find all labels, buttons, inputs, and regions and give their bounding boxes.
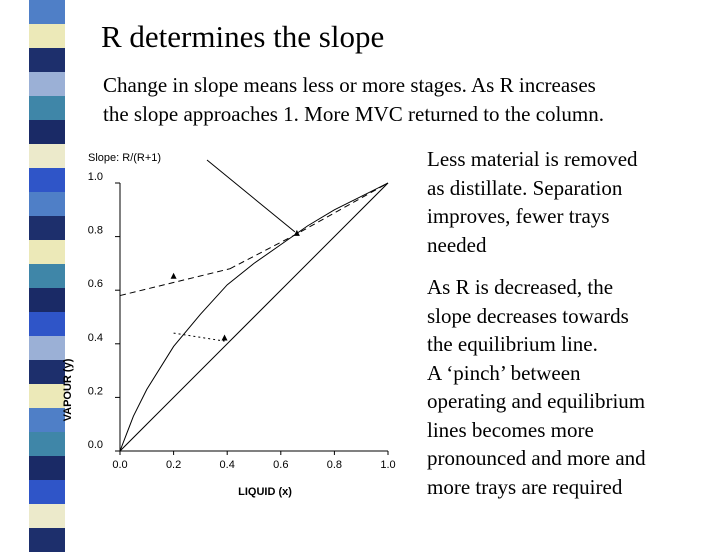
note-line: more trays are required <box>427 474 623 499</box>
arrow-head <box>171 273 177 279</box>
side-note-high-r <box>427 145 712 259</box>
note-line: the equilibrium line. <box>427 332 598 356</box>
intro-line: Change in slope means less or more stages. As R increases <box>103 73 596 97</box>
slide-title: R determines the slope <box>101 19 385 54</box>
strip-block <box>29 0 65 24</box>
note-line: improves, fewer trays <box>427 204 610 228</box>
strip-block <box>29 72 65 96</box>
note-line: as distillate. Separation <box>427 175 623 200</box>
note-line: slope decreases towards <box>427 303 629 328</box>
strip-block <box>29 48 65 72</box>
y-tick-label: 1.0 <box>87 171 103 183</box>
pointer-line <box>207 160 295 232</box>
strip-block <box>29 504 65 528</box>
y-tick-label: 0.0 <box>87 439 103 451</box>
plot-area <box>88 160 396 471</box>
mccabe-thiele-diagram <box>55 140 410 505</box>
arrow-head <box>294 230 300 236</box>
side-note-low-r <box>427 273 712 501</box>
x-tick-label: 0.4 <box>219 459 235 471</box>
note-line: needed <box>427 232 487 257</box>
note-line: Less material is removed <box>427 147 638 171</box>
y-axis-label: VAPOUR (y) <box>62 358 74 422</box>
x-tick-label: 1.0 <box>380 459 396 471</box>
x-tick-label: 0.2 <box>165 459 182 471</box>
strip-block <box>29 528 65 552</box>
strip-block <box>29 96 65 120</box>
intro-line: the slope approaches 1. More MVC returned to the column. <box>103 102 604 126</box>
intro-paragraph <box>103 71 703 129</box>
y-tick-label: 0.6 <box>87 278 103 291</box>
strip-block <box>29 24 65 48</box>
arrow-head <box>222 334 228 340</box>
operating-line-low-r <box>120 269 230 296</box>
diagonal-line <box>120 183 388 451</box>
slope-label: Slope: R/(R+1) <box>88 152 162 164</box>
x-tick-label: 0.6 <box>273 459 289 471</box>
y-tick-label: 0.4 <box>87 331 103 344</box>
note-line: operating and equilibrium <box>427 389 646 413</box>
note-line: lines becomes more <box>427 417 594 442</box>
x-tick-label: 0.0 <box>112 459 128 471</box>
x-tick-label: 0.8 <box>326 459 343 471</box>
y-tick-label: 0.2 <box>87 385 103 398</box>
x-axis-label: LIQUID (x) <box>238 486 292 498</box>
note-line: As R is decreased, the <box>427 275 614 299</box>
note-line: A ‘pinch’ between <box>427 360 581 385</box>
operating-line-high-r <box>230 183 388 269</box>
y-tick-label: 0.8 <box>87 224 103 237</box>
note-line: pronounced and more and <box>427 446 646 470</box>
